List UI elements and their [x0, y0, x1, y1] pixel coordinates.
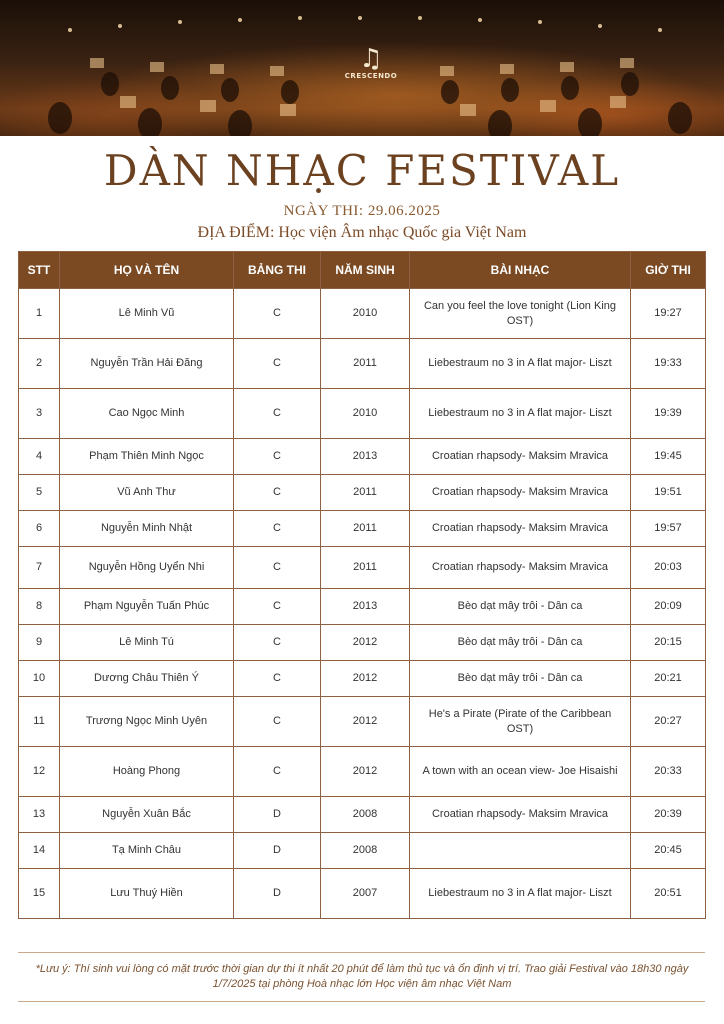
- table-row: [19, 625, 706, 661]
- exam-date: NGÀY THI: 29.06.2025: [283, 203, 441, 219]
- cell-stt: 6: [19, 511, 60, 547]
- cell-time: 20:39: [631, 797, 706, 833]
- table-row: [19, 389, 706, 439]
- schedule-table: [18, 251, 706, 919]
- cell-piece: Croatian rhapsody- Maksim Mravica: [410, 439, 631, 475]
- cell-group: C: [234, 589, 321, 625]
- cell-piece: Liebestraum no 3 in A flat major- Liszt: [410, 389, 631, 439]
- cell-time: 19:27: [631, 289, 706, 339]
- cell-stt: 9: [19, 625, 60, 661]
- cell-time: 19:51: [631, 475, 706, 511]
- cell-group: D: [234, 797, 321, 833]
- music-note-icon: ♫: [359, 44, 383, 74]
- table-row: [19, 697, 706, 747]
- cell-stt: 1: [19, 289, 60, 339]
- cell-stt: 8: [19, 589, 60, 625]
- table-header: [19, 252, 706, 289]
- cell-name: Nguyễn Trần Hải Đăng: [60, 339, 234, 389]
- crescendo-logo: [336, 46, 406, 80]
- table-row: [19, 869, 706, 919]
- cell-group: C: [234, 697, 321, 747]
- venue: ĐỊA ĐIỂM: Học viện Âm nhạc Quốc gia Việt Nam: [197, 224, 527, 241]
- orchestra-banner: [0, 0, 724, 136]
- table-row: [19, 339, 706, 389]
- cell-birth-year: 2010: [321, 289, 410, 339]
- cell-name: Phạm Nguyễn Tuấn Phúc: [60, 589, 234, 625]
- cell-time: 20:33: [631, 747, 706, 797]
- cell-name: Tạ Minh Châu: [60, 833, 234, 869]
- cell-group: C: [234, 661, 321, 697]
- cell-stt: 14: [19, 833, 60, 869]
- cell-name: Nguyễn Xuân Bắc: [60, 797, 234, 833]
- cell-time: 20:03: [631, 547, 706, 589]
- cell-name: Cao Ngọc Minh: [60, 389, 234, 439]
- cell-birth-year: 2011: [321, 547, 410, 589]
- cell-birth-year: 2011: [321, 511, 410, 547]
- cell-group: D: [234, 833, 321, 869]
- cell-time: 19:57: [631, 511, 706, 547]
- table-row: [19, 289, 706, 339]
- cell-group: C: [234, 547, 321, 589]
- cell-stt: 7: [19, 547, 60, 589]
- cell-time: 19:45: [631, 439, 706, 475]
- cell-group: C: [234, 511, 321, 547]
- cell-stt: 2: [19, 339, 60, 389]
- cell-birth-year: 2012: [321, 697, 410, 747]
- cell-time: 20:15: [631, 625, 706, 661]
- header-col-name: HỌ VÀ TÊN: [60, 252, 234, 289]
- cell-piece: Liebestraum no 3 in A flat major- Liszt: [410, 339, 631, 389]
- cell-time: 20:09: [631, 589, 706, 625]
- table-row: [19, 833, 706, 869]
- cell-stt: 12: [19, 747, 60, 797]
- footer-note: *Lưu ý: Thí sinh vui lòng có mặt trước thời gian dự thi ít nhất 20 phút để làm thủ tục và ổn định vị trí. Trao giải Festival vào 18h30 ngày 1/7/2025 tại phòng Hoà nhạc lớn Học viện âm nhạc Việt Nam: [35, 963, 689, 990]
- table-row: [19, 747, 706, 797]
- cell-birth-year: 2011: [321, 475, 410, 511]
- cell-time: 20:21: [631, 661, 706, 697]
- cell-piece: Croatian rhapsody- Maksim Mravica: [410, 797, 631, 833]
- cell-birth-year: 2008: [321, 797, 410, 833]
- cell-stt: 11: [19, 697, 60, 747]
- cell-name: Nguyễn Minh Nhật: [60, 511, 234, 547]
- footer-bottom-divider: [18, 1001, 705, 1002]
- cell-name: Lê Minh Vũ: [60, 289, 234, 339]
- table-row: [19, 797, 706, 833]
- table-row: [19, 475, 706, 511]
- cell-piece: Bèo dạt mây trôi - Dân ca: [410, 625, 631, 661]
- cell-time: 20:51: [631, 869, 706, 919]
- header-col-stt: STT: [19, 252, 60, 289]
- cell-time: 19:33: [631, 339, 706, 389]
- cell-piece: A town with an ocean view- Joe Hisaishi: [410, 747, 631, 797]
- table-row: [19, 547, 706, 589]
- cell-group: C: [234, 747, 321, 797]
- cell-stt: 15: [19, 869, 60, 919]
- cell-time: 20:27: [631, 697, 706, 747]
- cell-time: 20:45: [631, 833, 706, 869]
- table-row: [19, 439, 706, 475]
- header-col-time: GIỜ THI: [631, 252, 706, 289]
- cell-name: Vũ Anh Thư: [60, 475, 234, 511]
- cell-group: C: [234, 439, 321, 475]
- cell-birth-year: 2008: [321, 833, 410, 869]
- cell-piece: Croatian rhapsody- Maksim Mravica: [410, 475, 631, 511]
- cell-name: Lê Minh Tú: [60, 625, 234, 661]
- cell-time: 19:39: [631, 389, 706, 439]
- header-col-group: BẢNG THI: [234, 252, 321, 289]
- cell-birth-year: 2011: [321, 339, 410, 389]
- header-row: [19, 252, 706, 289]
- table-body: [19, 289, 706, 919]
- cell-name: Lưu Thuý Hiền: [60, 869, 234, 919]
- cell-name: Nguyễn Hồng Uyển Nhi: [60, 547, 234, 589]
- cell-name: Hoàng Phong: [60, 747, 234, 797]
- logo-text: CRESCENDO: [344, 72, 398, 80]
- cell-piece: Croatian rhapsody- Maksim Mravica: [410, 547, 631, 589]
- cell-group: C: [234, 625, 321, 661]
- cell-stt: 13: [19, 797, 60, 833]
- cell-piece: Bèo dạt mây trôi - Dân ca: [410, 661, 631, 697]
- cell-stt: 3: [19, 389, 60, 439]
- cell-piece: He's a Pirate (Pirate of the Caribbean OST): [410, 697, 631, 747]
- cell-name: Phạm Thiên Minh Ngọc: [60, 439, 234, 475]
- cell-birth-year: 2013: [321, 589, 410, 625]
- cell-stt: 5: [19, 475, 60, 511]
- cell-piece: Bèo dạt mây trôi - Dân ca: [410, 589, 631, 625]
- header-col-piece: BÀI NHẠC: [410, 252, 631, 289]
- cell-birth-year: 2012: [321, 625, 410, 661]
- cell-group: C: [234, 475, 321, 511]
- table-row: [19, 511, 706, 547]
- cell-group: D: [234, 869, 321, 919]
- header-col-birth-year: NĂM SINH: [321, 252, 410, 289]
- cell-piece: Can you feel the love tonight (Lion King OST): [410, 289, 631, 339]
- cell-stt: 4: [19, 439, 60, 475]
- table-row: [19, 661, 706, 697]
- cell-name: Dương Châu Thiên Ý: [60, 661, 234, 697]
- cell-piece: [410, 833, 631, 869]
- cell-birth-year: 2012: [321, 747, 410, 797]
- page-title: DÀN NHẠC FESTIVAL: [103, 146, 621, 195]
- cell-birth-year: 2010: [321, 389, 410, 439]
- cell-group: C: [234, 389, 321, 439]
- cell-piece: Liebestraum no 3 in A flat major- Liszt: [410, 869, 631, 919]
- cell-piece: Croatian rhapsody- Maksim Mravica: [410, 511, 631, 547]
- cell-birth-year: 2007: [321, 869, 410, 919]
- cell-group: C: [234, 289, 321, 339]
- table-row: [19, 589, 706, 625]
- cell-stt: 10: [19, 661, 60, 697]
- cell-birth-year: 2012: [321, 661, 410, 697]
- footer-top-divider: [18, 952, 705, 953]
- cell-name: Trương Ngọc Minh Uyên: [60, 697, 234, 747]
- cell-birth-year: 2013: [321, 439, 410, 475]
- cell-group: C: [234, 339, 321, 389]
